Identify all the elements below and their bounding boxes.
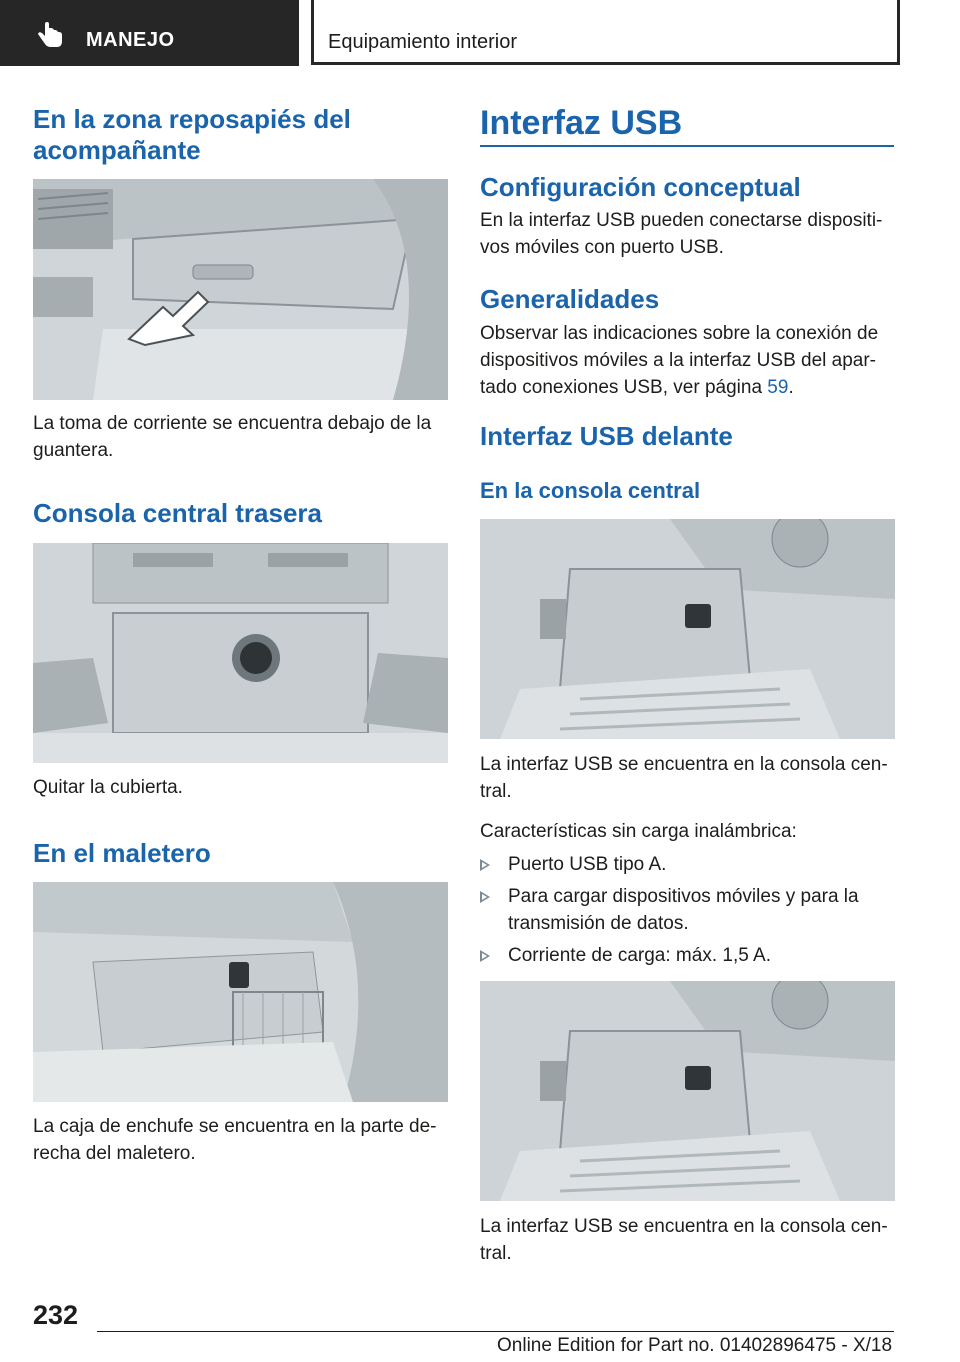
title-usb: Interfaz USB: [480, 104, 683, 142]
heading-footwell: En la zona reposapiés del acompañante: [33, 104, 351, 165]
list-item: Puerto USB tipo A.: [480, 851, 894, 878]
chapter-label: Equipamiento interior: [328, 31, 517, 53]
trunk-illustration: [33, 882, 448, 1102]
section-label: MANEJO: [86, 29, 175, 51]
center-console-illustration-2: [480, 981, 895, 1201]
center-console-illustration-1: [480, 519, 895, 739]
page-number: 232: [33, 1300, 79, 1330]
caption-console-1: La interfaz USB se encuentra en la consola cen-tral.: [480, 754, 888, 802]
heading-rear-console: Consola central trasera: [33, 498, 323, 528]
caption-rear-console: Quitar la cubierta.: [33, 777, 183, 798]
caption-trunk: La caja de enchufe se encuentra en la parte de-recha del maletero.: [33, 1116, 437, 1164]
footer-divider: [97, 1331, 894, 1332]
footwell-illustration: [33, 179, 448, 400]
title-rule: [480, 145, 894, 147]
heading-general: Generalidades: [480, 284, 660, 314]
features-intro: Características sin carga inalámbrica:: [480, 821, 797, 842]
edition-note: Online Edition for Part no. 01402896475 - X/18: [497, 1335, 893, 1356]
caption-console-2: La interfaz USB se encuentra en la consola cen-tral.: [480, 1216, 888, 1264]
bullet-triangle-icon: [480, 950, 490, 962]
list-item: Corriente de carga: máx. 1,5 A.: [480, 942, 894, 969]
chapter-header: [311, 0, 900, 65]
page-link[interactable]: 59: [767, 377, 789, 398]
heading-concept: Configuración conceptual: [480, 172, 801, 202]
list-item: Para cargar dispositivos móviles y para la transmisión de datos.: [480, 883, 894, 937]
text-general: Observar las indicaciones sobre la conexión de dispositivos móviles a la interfaz USB del apar-tado conexiones USB, ver página 59.: [480, 323, 879, 398]
hand-pointer-icon: [36, 22, 64, 48]
section-tab: [0, 0, 299, 66]
bullet-triangle-icon: [480, 891, 490, 903]
text-concept: En la interfaz USB pueden conectarse dispositi-vos móviles con puerto USB.: [480, 210, 883, 258]
heading-front: Interfaz USB delante: [480, 421, 733, 451]
rear-console-illustration: [33, 543, 448, 763]
heading-center-console: En la consola central: [480, 478, 701, 503]
bullet-triangle-icon: [480, 859, 490, 871]
heading-trunk: En el maletero: [33, 838, 211, 868]
caption-footwell: La toma de corriente se encuentra debajo de la guantera.: [33, 413, 432, 461]
